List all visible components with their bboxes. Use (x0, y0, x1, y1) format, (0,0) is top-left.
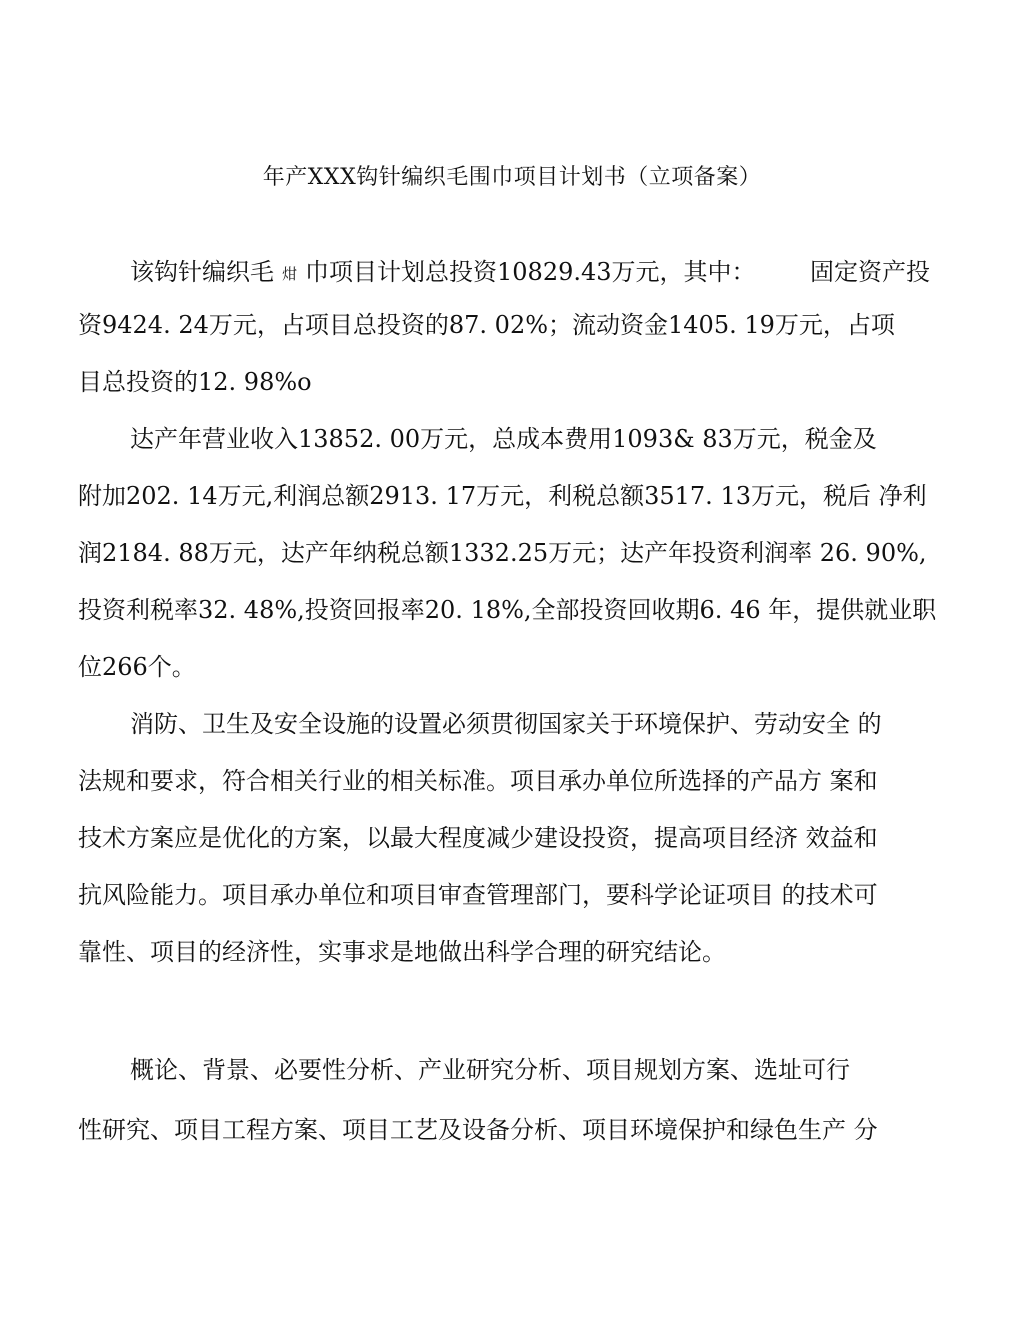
para2-line1: 达产年营业收入13852. 00万元，总成本费用1093& 83万元，税金及 (130, 425, 877, 453)
para1-line2: 资9424. 24万元，占项目总投资的87. 02%；流动资金1405. 19万元，占项 (78, 311, 895, 339)
para2-line4: 投资利税率32. 48%,投资回报率20. 18%,全部投资回收期6. 46 年，提供就业职 (78, 596, 937, 624)
para3-line4: 抗风险能力。项目承办单位和项目审查管理部门，要科学论证项目 的技术可 (78, 881, 878, 909)
para1-line1 (130, 256, 756, 290)
para2-line3: 润2184. 88万元，达产年纳税总额1332.25万元；达产年投资利润率 26. 90%, (78, 539, 927, 567)
para3-line2: 法规和要求，符合相关行业的相关标准。项目承办单位所选择的产品方 案和 (78, 767, 878, 795)
para2-line2: 附加202. 14万元,利润总额2913. 17万元，利税总额3517. 13万元，税后 净利 (78, 482, 927, 510)
para3-line5: 靠性、项目的经济性，实事求是地做出科学合理的研究结论。 (78, 938, 726, 966)
para1-line1-part-a: 该钩针编织毛 (130, 258, 274, 286)
document-title: 年产XXX钩针编织毛围巾项目计划书（立项备案） (262, 165, 762, 190)
para1-line3: 目总投资的12. 98%o (78, 368, 312, 396)
para2-line5: 位266个。 (78, 653, 196, 681)
garbled-glyph: 㶰 (282, 264, 298, 283)
para3-line3: 技术方案应是优化的方案，以最大程度减少建设投资，提高项目经济 效益和 (78, 824, 878, 852)
para1-line1-part-b: 巾项目计划总投资10829.43万元，其中： (305, 258, 756, 286)
para3-line1: 消防、卫生及安全设施的设置必须贯彻国家关于环境保护、劳动安全 的 (130, 710, 882, 738)
para4-line2: 性研究、项目工程方案、项目工艺及设备分析、项目环境保护和绿色生产 分 (78, 1116, 878, 1144)
para4-line1: 概论、背景、必要性分析、产业研究分析、项目规划方案、选址可行 (130, 1056, 850, 1084)
para1-line1-part-c: 固定资产投 (810, 258, 930, 286)
